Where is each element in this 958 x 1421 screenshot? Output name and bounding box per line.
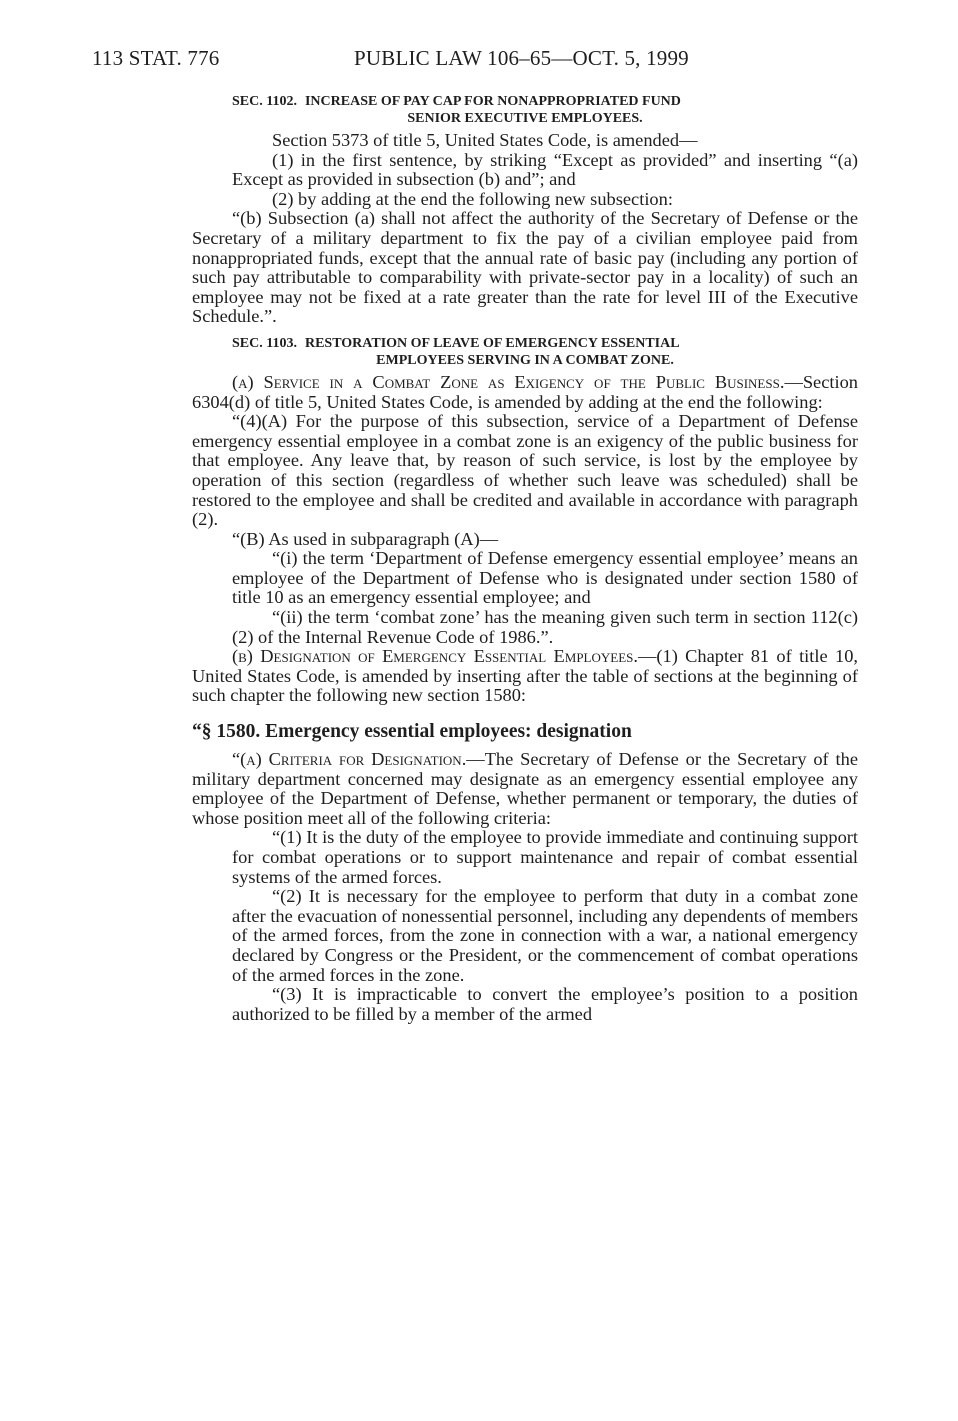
document-body	[192, 93, 858, 1024]
criterion-2: “(2) It is necessary for the employee to perform that duty in a combat zone after the evacuation of nonessential personnel, including any dependents of members of the armed forces, from the zone in connection with a war, a national emergency declared by Congress or the President, or the commencement of combat operations of the armed forces in the zone.	[232, 886, 858, 985]
criteria-text: —The Secretary of Defense or the Secretary of the military department concerned may designate as an emergency essential employee any employee of the Department of Defense, whether permanent or temporary, the duties of whose position meet all of the following criteria:	[192, 749, 858, 828]
section-1103-subsection-a	[192, 373, 858, 412]
section-number: SEC. 1102.	[232, 94, 297, 109]
section-1102-intro: Section 5373 of title 5, United States Code, is amended—	[272, 130, 698, 150]
statute-page-number: 113 STAT. 776	[92, 46, 220, 70]
section-title-line1: INCREASE OF PAY CAP FOR NONAPPROPRIATED FUND	[304, 94, 681, 109]
section-1580-subsection-a	[192, 750, 858, 828]
public-law-citation: PUBLIC LAW 106–65—OCT. 5, 1999	[354, 46, 689, 70]
paragraph-4A: “(4)(A) For the purpose of this subsection, service of a Department of Defense emergency essential employee in a combat zone is an exigency of the public business for that employee. Any leave that, by reason of such service, is lost by the employee by operation of this section (regardless of whether such leave was scheduled) shall be restored to the employee and shall be credited and available in accordance with paragraph (2).	[192, 411, 858, 530]
subsection-b-heading: (b) Designation of Emergency Essential Employees.	[232, 646, 638, 667]
section-1102-item-2: (2) by adding at the end the following new subsection:	[272, 188, 673, 209]
section-1102-subsection-b: “(b) Subsection (a) shall not affect the authority of the Secretary of Defense or the Secretary of a military department to fix the pay of a civilian employee paid from nonappropriated funds, except that the annual rate of basic pay (including any portion of such pay attributable to comparability with private-sector pay in a locality) of such an employee may not be fixed at a rate greater than the rate for level III of the Executive Schedule.”.	[192, 208, 858, 327]
section-number: SEC. 1103.	[232, 335, 297, 351]
section-title-line2: EMPLOYEES SERVING IN A COMBAT ZONE.	[376, 352, 674, 368]
criteria-heading: “(a) Criteria for Designation.	[232, 749, 467, 770]
clause-i: “(i) the term ‘Department of Defense emergency essential employee’ means an employee of the Department of Defense who is designated under section 1580 of title 10 as an emergency essential employee; and	[232, 548, 858, 608]
clause-ii: “(ii) the term ‘combat zone’ has the meaning given such term in section 112(c)(2) of the Internal Revenue Code of 1986.”.	[232, 607, 858, 647]
section-title-line2: SENIOR EXECUTIVE EMPLOYEES.	[407, 111, 643, 126]
paragraph-4B: “(B) As used in subparagraph (A)—	[232, 528, 499, 549]
section-1103-subsection-b	[192, 647, 858, 706]
criterion-1: “(1) It is the duty of the employee to provide immediate and continuing support for combat operations or to support maintenance and repair of combat essential systems of the armed forces.	[232, 827, 858, 887]
criterion-3: “(3) It is impracticable to convert the employee’s position to a position authorized to be filled by a member of the armed	[232, 984, 858, 1024]
section-title-line1: RESTORATION OF LEAVE OF EMERGENCY ESSENTIAL	[304, 335, 680, 351]
subsection-b-text: —(1) Chapter 81 of title 10, United States Code, is amended by inserting after the table of sections at the beginning of such chapter the following new section 1580:	[192, 646, 858, 706]
section-1102-heading	[232, 93, 858, 127]
subsection-a-heading: (a) Service in a Combat Zone as Exigency of the Public Business.	[232, 371, 785, 392]
section-1103-heading	[232, 335, 858, 369]
section-1580-heading: “§ 1580. Emergency essential employees: designation	[192, 721, 632, 743]
subsection-a-text: —Section 6304(d) of title 5, United States Code, is amended by adding at the end the following:	[192, 371, 858, 412]
section-1102-item-1: (1) in the first sentence, by striking “Except as provided” and inserting “(a) Except as provided in subsection (b) and”; and	[232, 149, 858, 190]
